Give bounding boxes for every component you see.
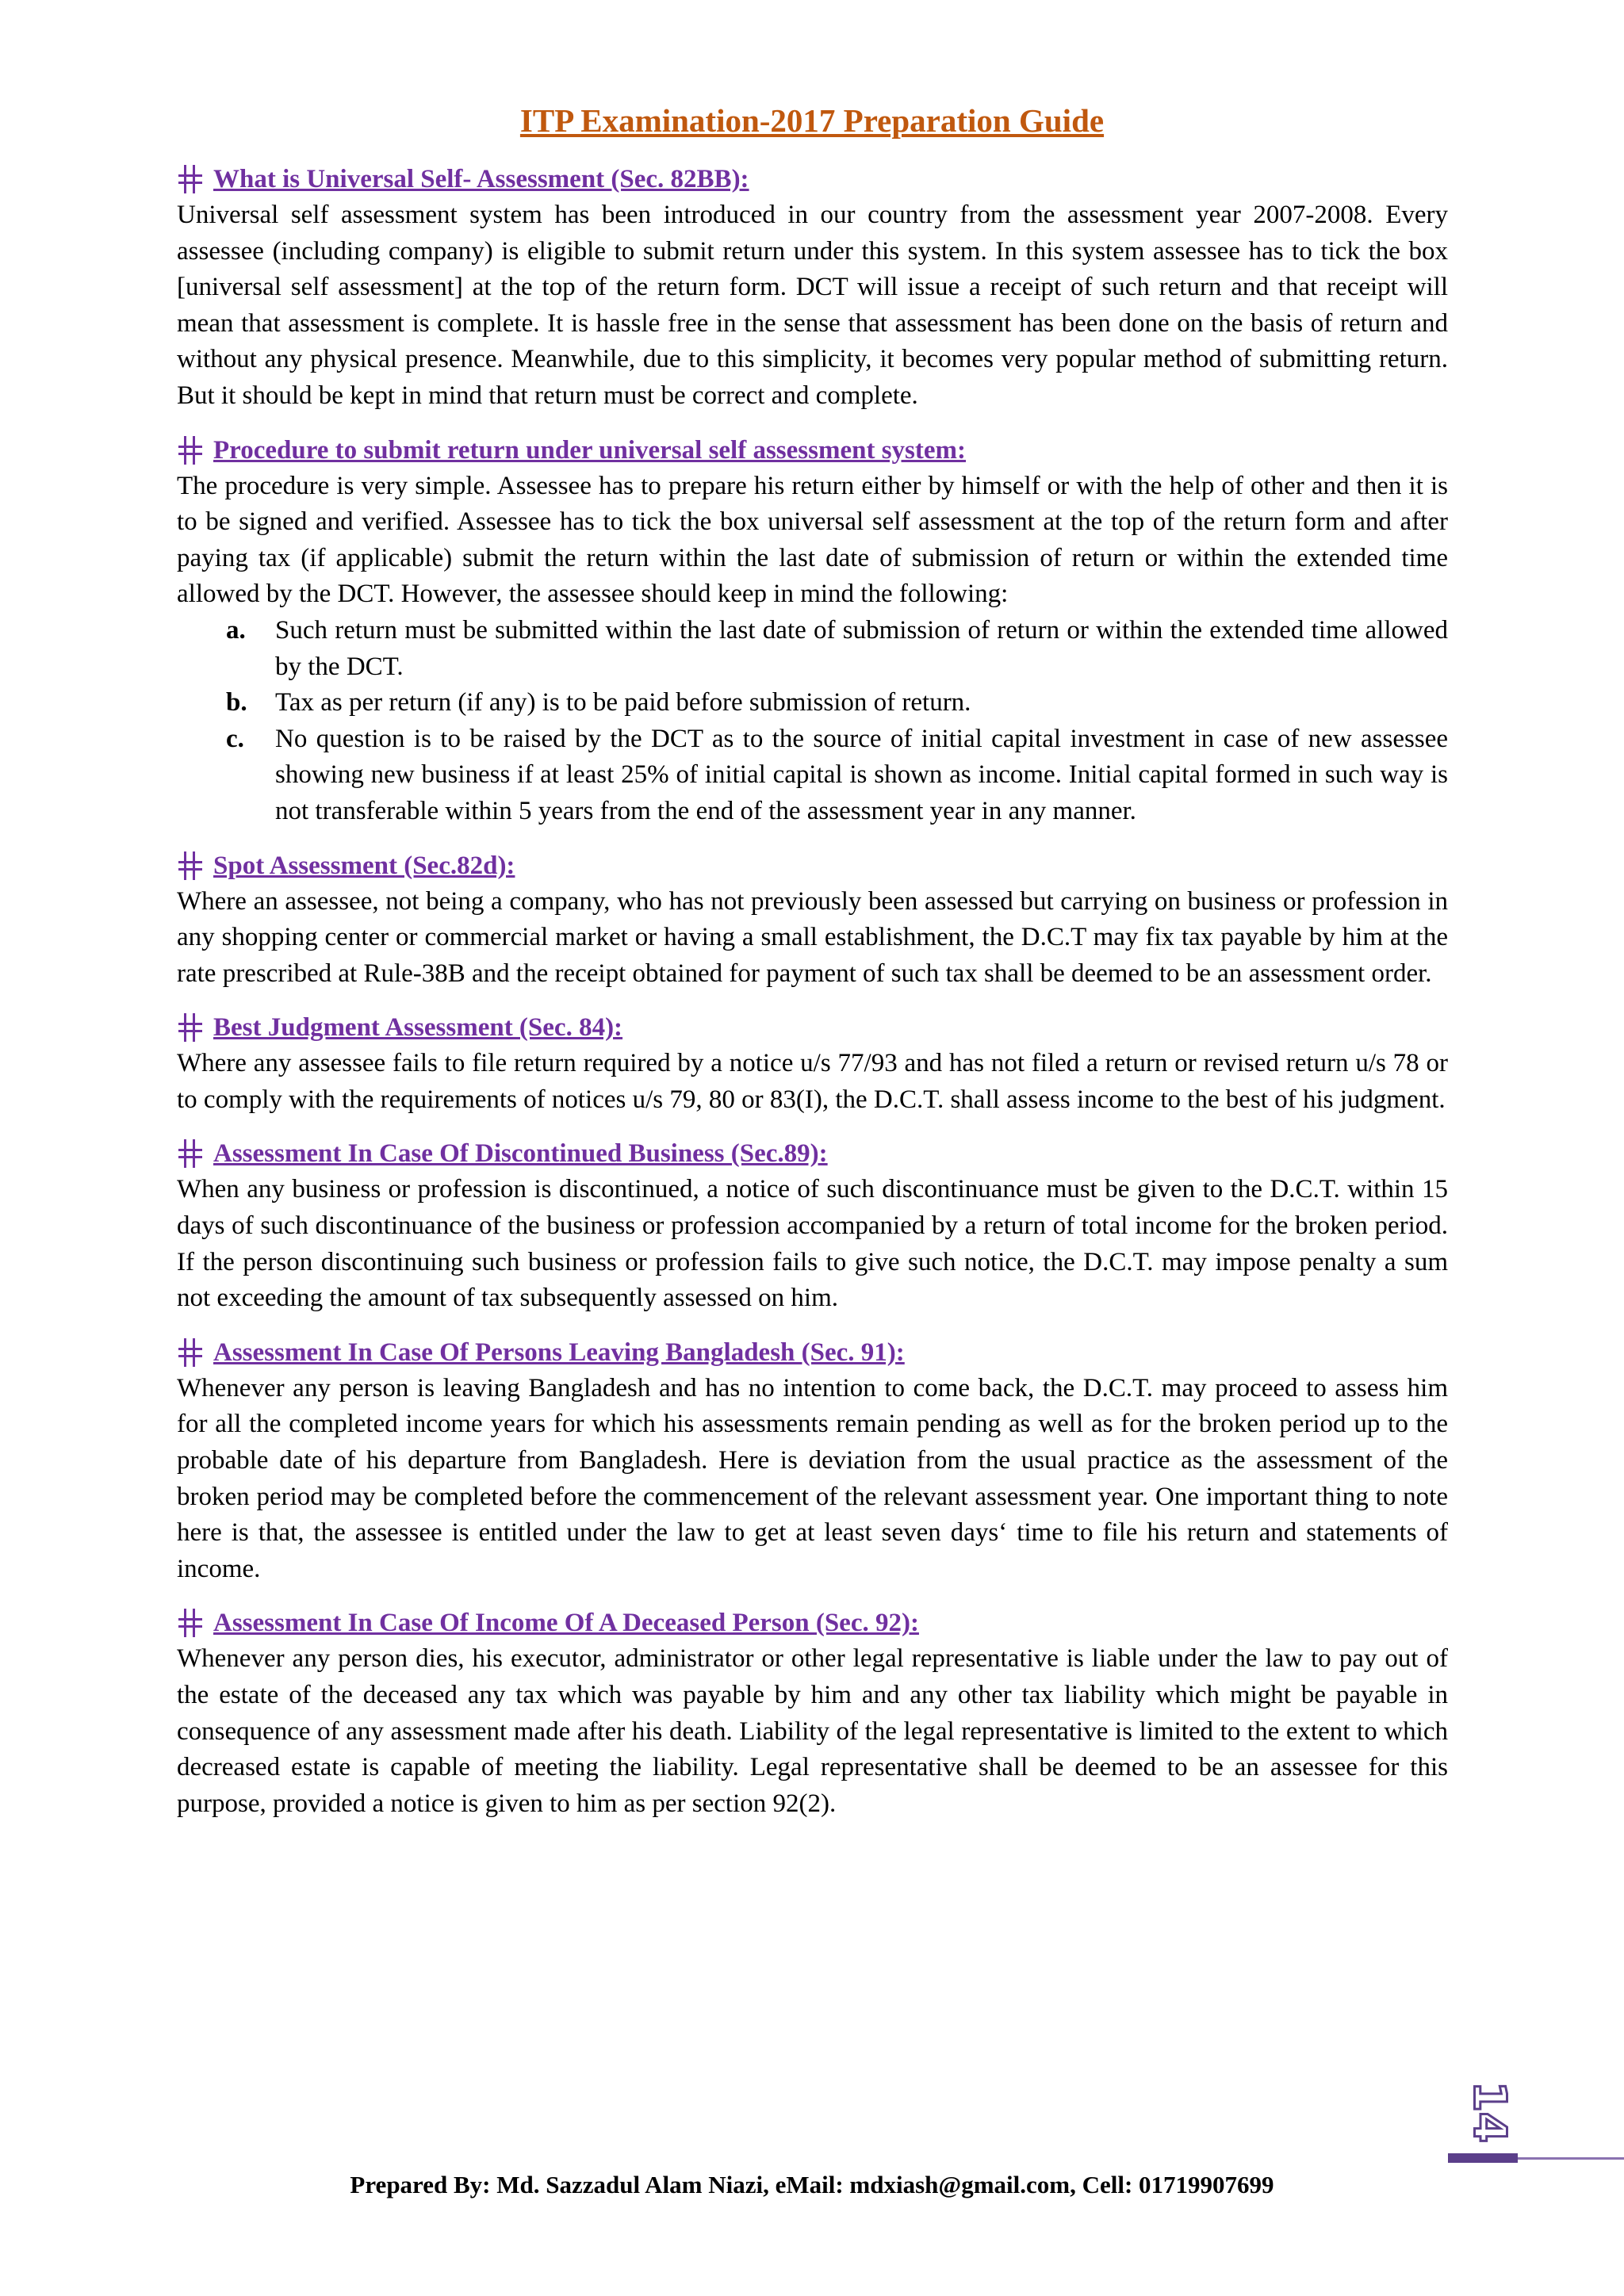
section-heading (177, 161, 1448, 197)
bullet-icon (177, 1138, 205, 1169)
section-heading-text: Assessment In Case Of Income Of A Deceased Person (Sec. 92): (213, 1609, 919, 1638)
bullet-icon (177, 1607, 205, 1639)
section-heading (177, 1009, 1448, 1046)
bullet-icon (177, 1012, 205, 1043)
bullet-icon (177, 850, 205, 882)
list-item (177, 685, 1448, 721)
section-deceased-person (177, 1605, 1448, 1822)
section-heading-text: Assessment In Case Of Persons Leaving Bangladesh (Sec. 91): (213, 1337, 905, 1367)
section-spot-assessment (177, 848, 1448, 993)
section-paragraph: When any business or profession is discontinued, a notice of such discontinuance must be given to the D.C.T. within 15 days of such discontinuance of the business or profession accompanied by a return of total income for the broken period. If the person discontinuing such business or profession fails to give such notice, the D.C.T. may impose penalty a sum not exceeding the amount of tax subsequently assessed on him. (177, 1175, 1448, 1313)
section-heading-text: Assessment In Case Of Discontinued Business (Sec.89): (213, 1139, 828, 1169)
list-item-text: No question is to be raised by the DCT as to the source of initial capital investment in case of new assessee showing new business if at least 25% of initial capital is shown as income. Initial capital formed in such way is not transferable within 5 years from the end of the assessment year in any manner. (275, 724, 1448, 825)
section-heading (177, 1605, 1448, 1641)
section-paragraph: Where any assessee fails to file return required by a notice u/s 77/93 and has not filed a return or revised return u/s 78 or to comply with the requirements of notices u/s 79, 80 or 83(I), the D.C.T. shall assess income to the best of his judgment. (177, 1049, 1448, 1114)
list-item (177, 721, 1448, 830)
section-paragraph: Whenever any person dies, his executor, administrator or other legal representative is liable under the law to pay out of the estate of the deceased any tax which was payable by him and any other tax liability which might be payable in consequence of any assessment made after his death. Liability of the legal representative is limited to the extent to which decreased estate is capable of meeting the liability. Legal representative shall be deemed to be an assessee for this purpose, provided a notice is given to him as per section 92(2). (177, 1644, 1448, 1818)
list-item (177, 613, 1448, 685)
section-heading-text: Best Judgment Assessment (Sec. 84): (213, 1013, 623, 1043)
requirements-list (177, 613, 1448, 830)
section-heading-text: Procedure to submit return under universal self assessment system: (213, 435, 967, 465)
section-procedure-universal-self-assessment (177, 432, 1448, 830)
bullet-icon (177, 163, 205, 195)
section-paragraph: Where an assessee, not being a company, who has not previously been assessed but carrying on business or profession in any shopping center or commercial market or having a small establishment, the D.C.T may fix tax payable by him at the rate prescribed at Rule-38B and the receipt obtained for payment of such tax shall be deemed to be an assessment order. (177, 886, 1448, 988)
page-title: ITP Examination-2017 Preparation Guide (519, 102, 1105, 139)
page-number-text: 14 (1463, 2081, 1515, 2143)
section-universal-self-assessment (177, 161, 1448, 415)
list-marker: c. (226, 724, 244, 753)
bullet-icon (177, 1337, 205, 1368)
section-heading-text: Spot Assessment (Sec.82d): (213, 851, 515, 880)
section-paragraph: The procedure is very simple. Assessee has to prepare his return either by himself or with the help of other and then it is to be signed and verified. Assessee has to tick the box universal self assessment at the top of the return form and after paying tax (if applicable) submit the return within the last date of submission of return or within the extended time allowed by the DCT. However, the assessee should keep in mind the following: (177, 471, 1448, 609)
list-item-text: Such return must be submitted within the last date of submission of return or within the extended time allowed by the DCT. (275, 615, 1448, 681)
document-body (177, 161, 1448, 1839)
list-marker: a. (226, 615, 246, 645)
section-heading-text: What is Universal Self- Assessment (Sec. 82BB): (213, 165, 749, 193)
section-heading (177, 1334, 1448, 1371)
footer: Prepared By: Md. Sazzadul Alam Niazi, eMail: mdxiash@gmail.com, Cell: 01719907699 (350, 2171, 1274, 2198)
section-heading (177, 1135, 1448, 1172)
bullet-icon (177, 434, 205, 466)
section-best-judgment-assessment (177, 1009, 1448, 1118)
section-persons-leaving-bangladesh (177, 1334, 1448, 1588)
section-paragraph: Whenever any person is leaving Bangladesh and has no intention to come back, the D.C.T. may proceed to assess him for all the completed income years for which his assessments remain pending as well as for the broken period up to the probable date of his departure from Bangladesh. Here is deviation from the usual practice as the assessment of the broken period may be completed before the commencement of the relevant assessment year. One important thing to note here is that, the assessee is entitled under the law to get at least seven days‘ time to file his return and statements of income. (177, 1373, 1448, 1583)
list-marker: b. (226, 688, 247, 718)
page-rule-accent (1448, 2153, 1518, 2163)
page-number (1457, 2080, 1521, 2144)
section-paragraph: Universal self assessment system has been introduced in our country from the assessment year 2007-2008. Every assessee (including company) is eligible to submit return under this system. In this system assessee has to tick the box [universal self assessment] at the top of the return form. DCT will issue a receipt of such return and that receipt will mean that assessment is complete. It is hassle free in the sense that assessment has been done on the basis of return and without any physical presence. Meanwhile, due to this simplicity, it becomes very popular method of submitting return. But it should be kept in mind that return must be correct and complete. (177, 201, 1448, 410)
section-heading (177, 848, 1448, 884)
section-discontinued-business (177, 1135, 1448, 1316)
section-heading (177, 432, 1448, 469)
list-item-text: Tax as per return (if any) is to be paid before submission of return. (275, 688, 971, 718)
